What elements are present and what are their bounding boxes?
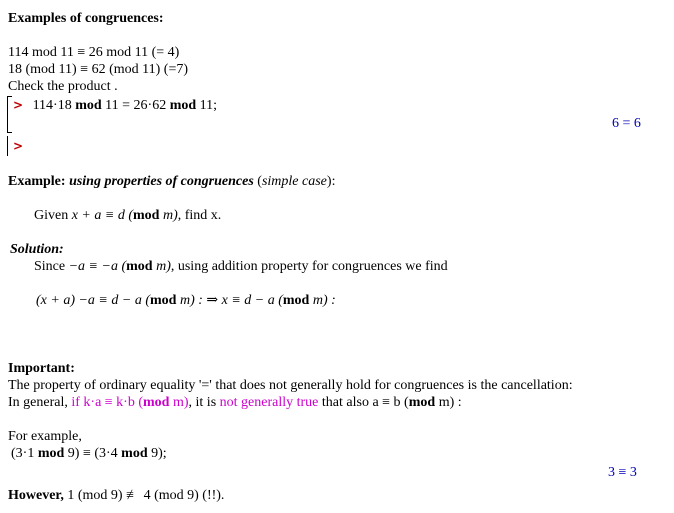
execution-group-bracket[interactable] [7,96,8,132]
input-part-b: 11 = 26·62 [101,98,170,113]
since-mod: mod [126,259,153,274]
given-line [34,207,221,224]
bracket-mid-tick [7,132,12,133]
derivation-mod-1: mod [150,293,177,308]
if-condition-mod: mod [143,395,170,410]
it-is-text: , it is [188,395,220,410]
not-generally-true: not generally true [219,395,319,410]
however-text: 1 (mod 9) ≢ 4 (mod 9) (!!). [63,488,225,503]
input-mod-2: mod [169,98,197,113]
example2-heading [8,173,335,190]
empty-input-prompt[interactable]: > [13,139,24,153]
given-m: m) [159,208,178,223]
input-line-1[interactable] [13,97,217,114]
since-suffix: , using addition property for congruences we find [170,259,448,274]
example2-paren-close: ): [326,174,336,189]
if-condition-m: m) [169,395,189,410]
that-also-text: that also a ≡ b ( [318,395,409,410]
if-condition: if k·a ≡ k·b ( [71,395,144,410]
input2-mod-2: mod [121,446,148,461]
since-math: −a ≡ −a ( [68,259,127,274]
derivation-part-a: (x + a) −a ≡ d − a ( [36,293,150,308]
solution-label: Solution: [10,242,64,257]
input2-part-a: (3·1 [11,446,38,461]
that-also-end: m) : [435,395,462,410]
input-prompt: > [13,98,24,112]
example-line-2: 18 (mod 11) ≡ 62 (mod 11) (=7) [8,62,189,77]
example2-paren-case: simple case [261,174,327,189]
since-line [34,258,448,275]
given-suffix: , find x. [177,208,222,223]
examples-heading: Examples of congruences: [8,11,164,26]
input2-mod-1: mod [37,446,65,461]
given-prefix: Given [34,208,72,223]
however-label: However, [8,488,64,503]
derivation-part-b: m) : ⇒ x ≡ d − a ( [176,293,283,308]
for-example-text: For example, [8,429,82,444]
however-line [8,487,224,504]
check-product-text: Check the product . [8,79,118,94]
important-line-1: The property of ordinary equality '=' that does not generally hold for congruences is the cancellation: [8,378,573,393]
derivation-part-c: m) : [309,293,336,308]
input-line-2[interactable] [11,445,167,462]
input-part-c: 11; [196,98,218,113]
derivation-line [36,292,336,309]
important-label: Important: [8,361,75,376]
input2-part-b: 9) ≡ (3·4 [64,446,122,461]
bracket-top-tick [7,96,12,97]
since-m: m) [152,259,171,274]
example2-paren-open: ( [253,174,262,189]
input2-part-c: 9); [147,446,167,461]
example-line-1: 114 mod 11 ≡ 26 mod 11 (= 4) [8,45,180,60]
in-general-prefix: In general, [8,395,72,410]
empty-group-bracket[interactable] [7,136,8,156]
input-mod-1: mod [75,98,102,113]
output-line-2: 3 ≡ 3 [608,465,637,480]
given-mod: mod [133,208,160,223]
important-line-2 [8,394,462,411]
derivation-mod-2: mod [282,293,310,308]
output-line-1: 6 = 6 [612,116,641,131]
given-math: x + a ≡ d ( [71,208,133,223]
example2-label: Example: [8,174,66,189]
that-also-mod: mod [408,395,436,410]
input-part-a: 114·18 [32,98,76,113]
since-prefix: Since [34,259,69,274]
example2-title: using properties of congruences [69,174,254,189]
